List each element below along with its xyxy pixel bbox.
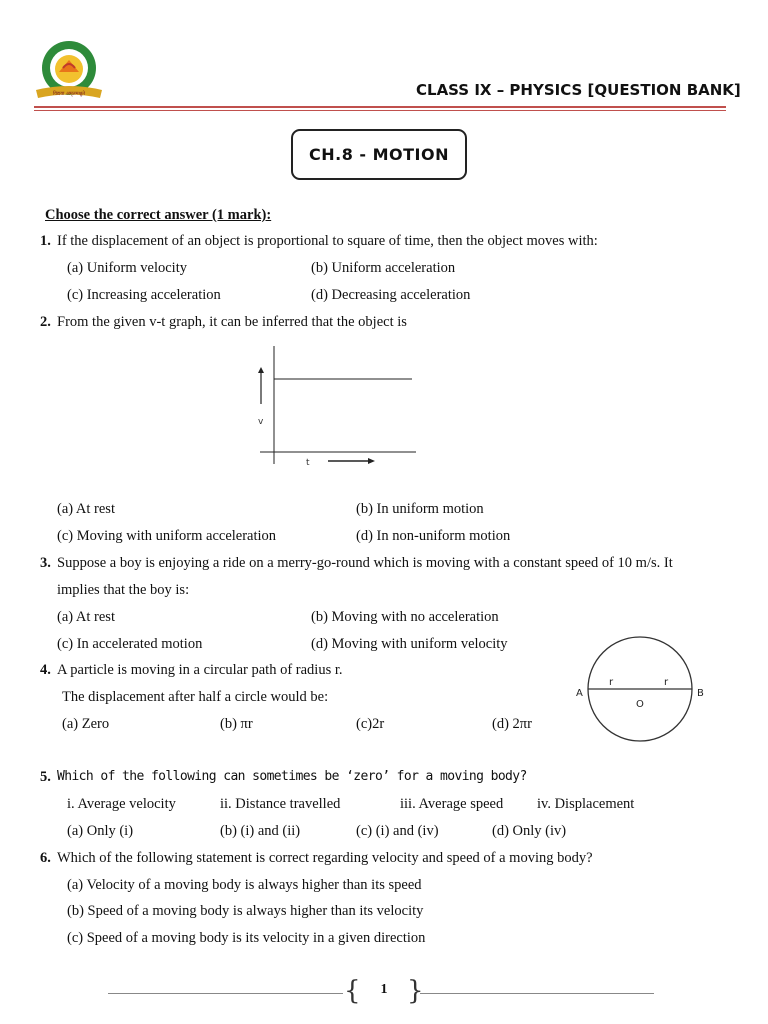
q2-option-a: (a) At rest — [57, 501, 115, 517]
logo-ribbon-text: विद्यया अमृतमश्नुते — [52, 91, 86, 97]
q1-option-b: (b) Uniform acceleration — [311, 260, 456, 276]
q5-number: 5. — [40, 769, 51, 785]
footer-brace-left: { — [344, 976, 361, 1006]
q1-option-d: (d) Decreasing acceleration — [311, 287, 471, 303]
q4-option-d: (d) 2πr — [492, 716, 532, 732]
q1-number: 1. — [40, 233, 51, 249]
school-logo — [30, 38, 108, 104]
footer-brace-right: } — [407, 976, 424, 1006]
page-number: 1 — [380, 982, 388, 997]
q5-item-iii: iii. Average speed — [400, 796, 504, 812]
footer-rule-right — [420, 993, 654, 994]
q1-option-c: (c) Increasing acceleration — [67, 287, 221, 303]
q3-option-c: (c) In accelerated motion — [57, 636, 203, 652]
q1-text: If the displacement of an object is proportional to square of time, then the object moves with: — [57, 233, 598, 249]
class-title: CLASS IX – PHYSICS [QUESTION BANK] — [416, 81, 741, 99]
q5-item-ii: ii. Distance travelled — [220, 796, 341, 812]
q2-text: From the given v-t graph, it can be inferred that the object is — [57, 314, 407, 330]
q5-option-d: (d) Only (iv) — [492, 823, 567, 839]
q2-option-d: (d) In non-uniform motion — [356, 528, 511, 544]
q2-number: 2. — [40, 314, 51, 330]
q6-text: Which of the following statement is correct regarding velocity and speed of a moving body? — [57, 850, 593, 866]
chapter-title-box — [291, 129, 467, 180]
radius-label-left: r — [609, 677, 614, 688]
section-heading: Choose the correct answer (1 mark): — [45, 207, 272, 223]
q2-option-b: (b) In uniform motion — [356, 501, 484, 517]
q3-text-line2: implies that the boy is: — [57, 582, 190, 598]
q3-number: 3. — [40, 555, 51, 571]
header-rule — [34, 106, 726, 108]
q4-text-line1: A particle is moving in a circular path of radius r. — [57, 662, 343, 678]
q5-item-i: i. Average velocity — [67, 796, 176, 812]
q4-number: 4. — [40, 662, 51, 678]
q4-option-a: (a) Zero — [62, 716, 110, 732]
q3-option-d: (d) Moving with uniform velocity — [311, 636, 508, 652]
q4-text-line2: The displacement after half a circle would be: — [62, 689, 329, 705]
q4-option-c: (c)2r — [356, 716, 385, 732]
q3-option-a: (a) At rest — [57, 609, 115, 625]
q6-option-a: (a) Velocity of a moving body is always higher than its speed — [67, 877, 422, 893]
q6-option-b: (b) Speed of a moving body is always higher than its velocity — [67, 903, 424, 919]
q5-option-c: (c) (i) and (iv) — [356, 823, 439, 839]
center-o-label: O — [636, 699, 644, 710]
q1-option-a: (a) Uniform velocity — [67, 260, 187, 276]
q3-text-line1: Suppose a boy is enjoying a ride on a merry-go-round which is moving with a constant speed of 10 m/s. It — [57, 555, 673, 571]
point-a-label: A — [576, 688, 583, 699]
q5-option-a: (a) Only (i) — [67, 823, 134, 839]
graph-t-label: t — [306, 458, 310, 468]
q5-item-iv: iv. Displacement — [537, 796, 635, 812]
q5-text: Which of the following can sometimes be ‘zero’ for a moving body? — [57, 769, 527, 784]
q6-option-c: (c) Speed of a moving body is its velocity in a given direction — [67, 930, 426, 946]
radius-label-right: r — [664, 677, 669, 688]
q6-number: 6. — [40, 850, 51, 866]
chapter-title: CH.8 - MOTION — [308, 145, 449, 164]
q4-option-b: (b) πr — [220, 716, 253, 732]
graph-v-label: v — [258, 417, 264, 427]
header-rule-thin — [34, 110, 726, 111]
footer-rule-left — [108, 993, 343, 994]
q3-option-b: (b) Moving with no acceleration — [311, 609, 499, 625]
circle-diagram — [572, 628, 712, 752]
point-b-label: B — [697, 688, 704, 699]
q2-option-c: (c) Moving with uniform acceleration — [57, 528, 277, 544]
q5-option-b: (b) (i) and (ii) — [220, 823, 301, 839]
vt-graph — [250, 342, 420, 468]
